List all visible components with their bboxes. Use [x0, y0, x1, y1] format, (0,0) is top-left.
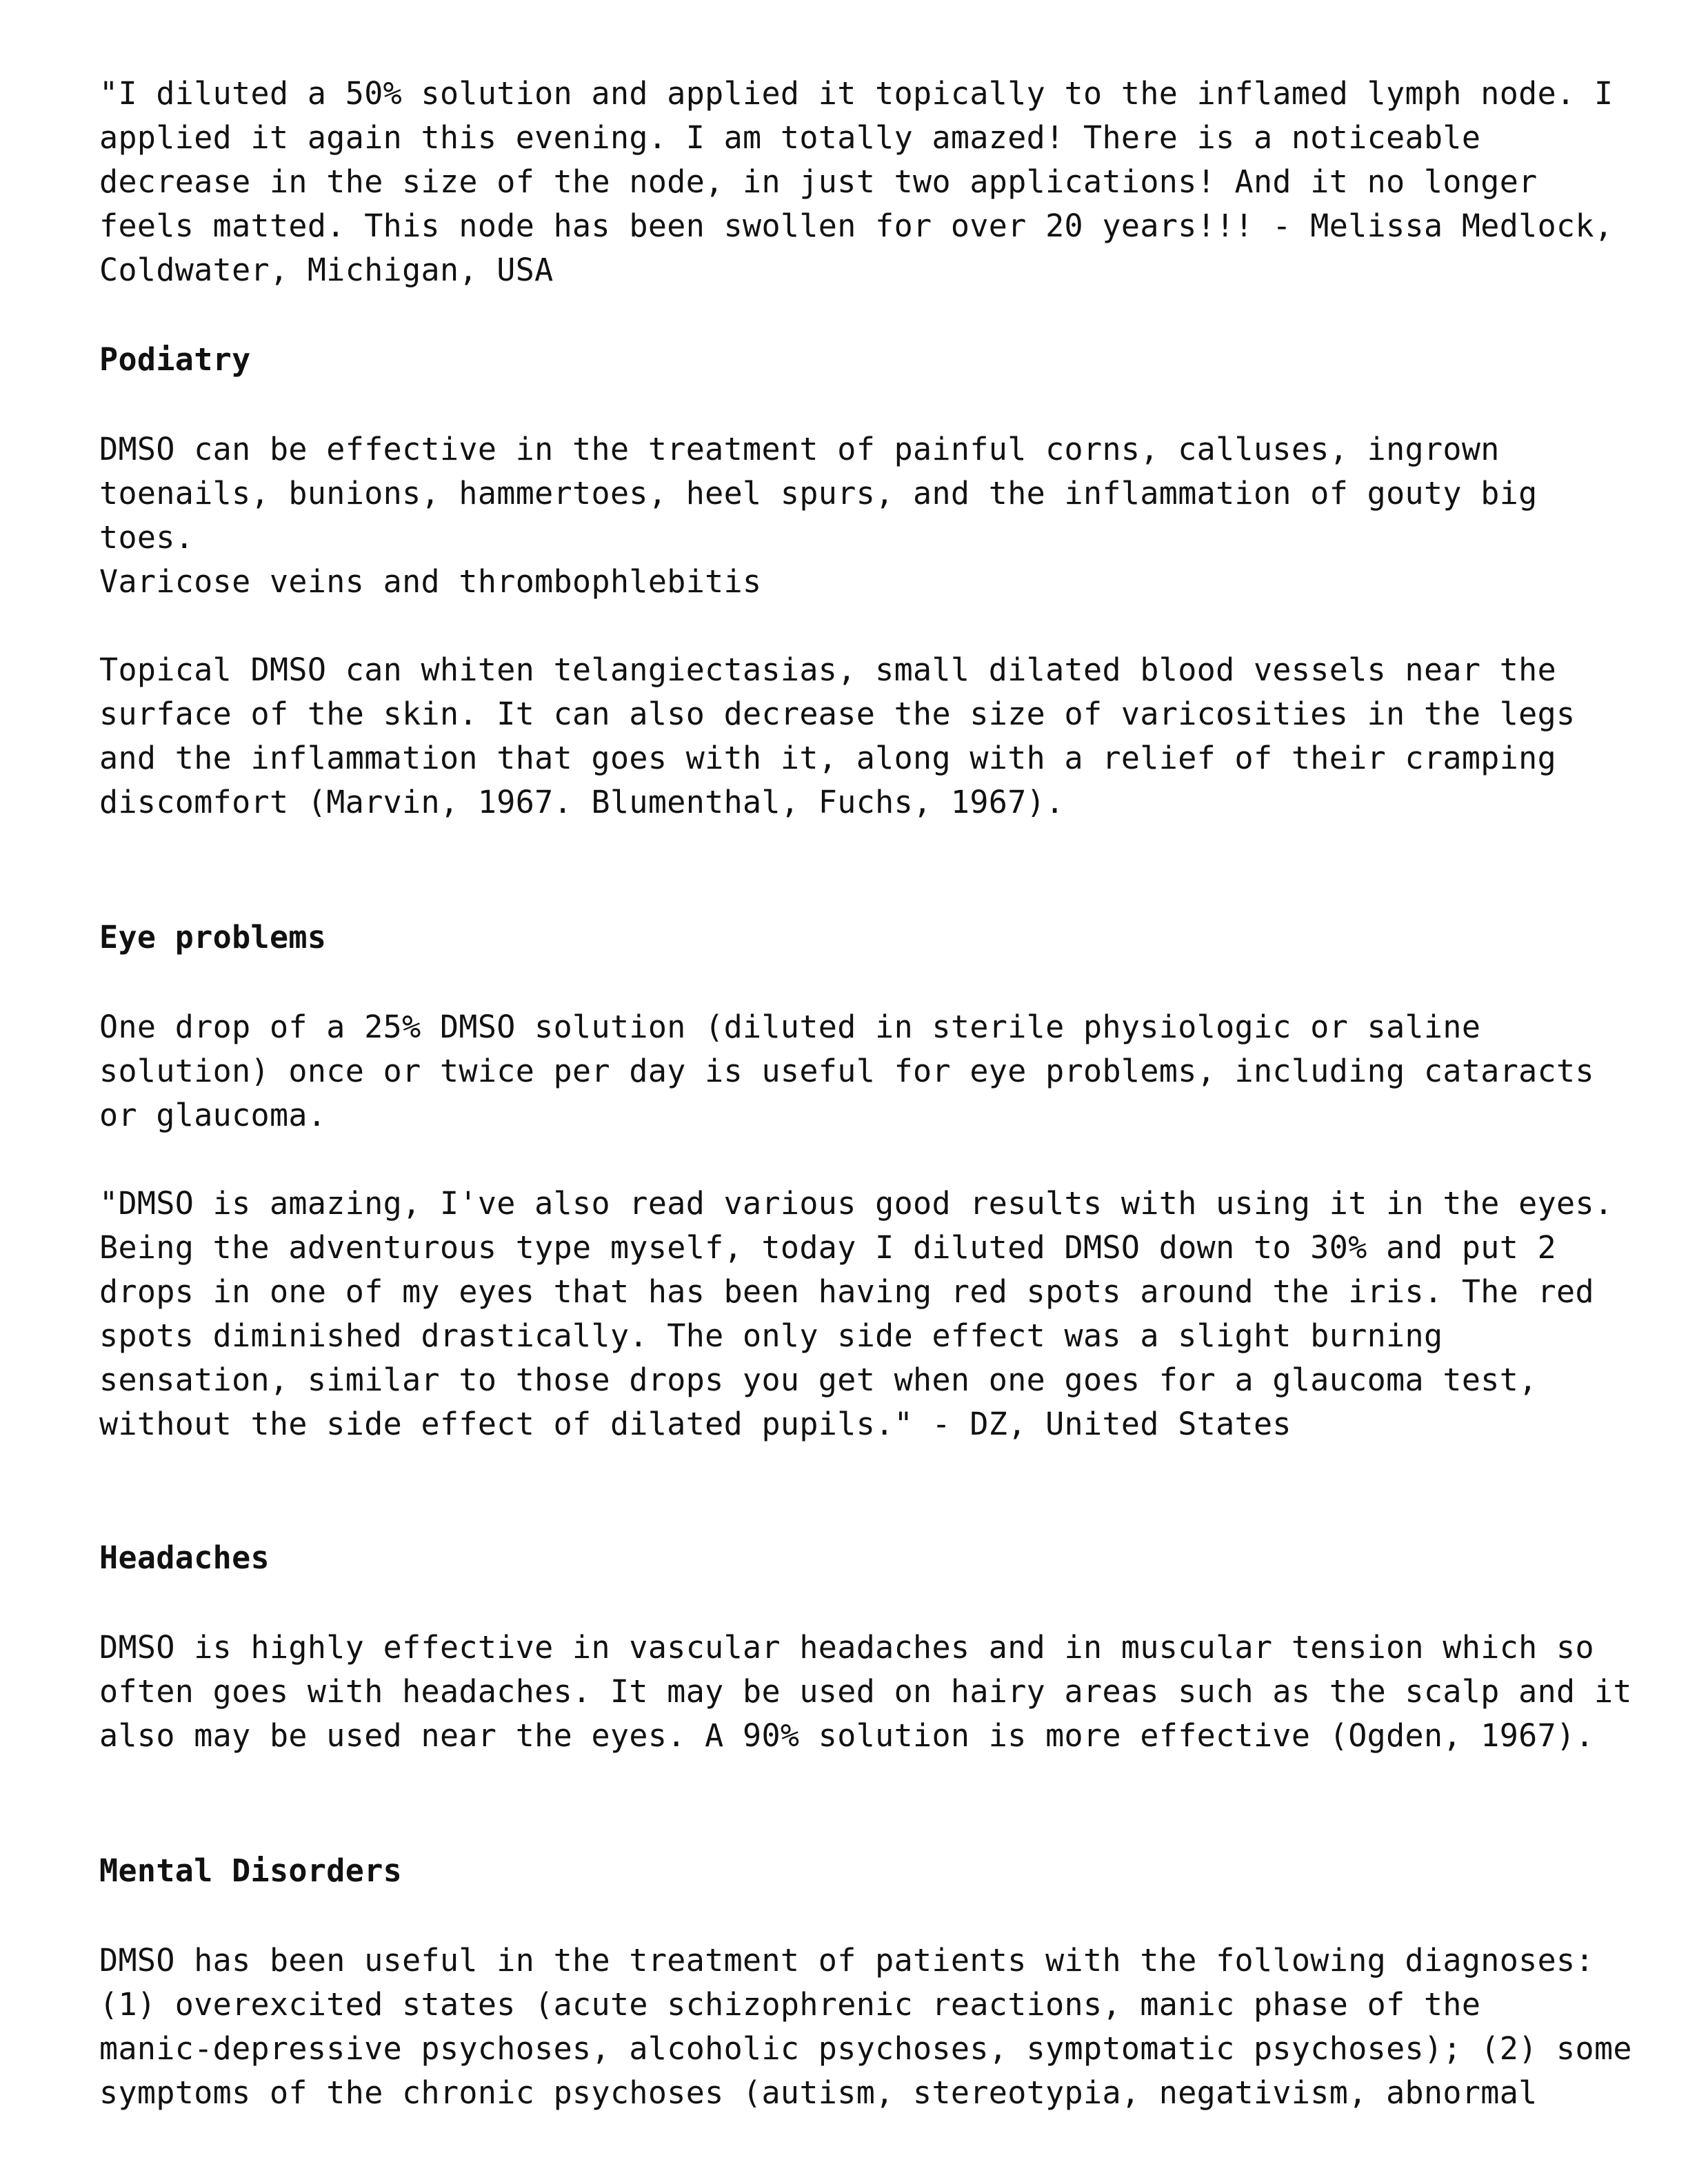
- testimonial-lymph-line-2: applied it again this evening. I am totally amazed! There is a noticeable: [99, 119, 1481, 156]
- mental-line-1: DMSO has been useful in the treatment of patients with the following diagnoses:: [99, 1942, 1594, 1979]
- testimonial-lymph-line-4: feels matted. This node has been swollen for over 20 years!!! - Melissa Medlock,: [99, 208, 1614, 244]
- mental-line-3: manic-depressive psychoses, alcoholic psychoses, symptomatic psychoses); (2) some: [99, 2030, 1632, 2067]
- eye-line-3: or glaucoma.: [99, 1097, 327, 1133]
- varicose-line-3: and the inflammation that goes with it, along with a relief of their cramping: [99, 740, 1557, 776]
- podiatry-line-2: toenails, bunions, hammertoes, heel spurs, and the inflammation of gouty big: [99, 475, 1538, 512]
- testimonial-eye-line-3: drops in one of my eyes that has been having red spots around the iris. The red: [99, 1273, 1594, 1310]
- testimonial-eye-line-6: without the side effect of dilated pupils." - DZ, United States: [99, 1406, 1292, 1442]
- testimonial-lymph-line-3: decrease in the size of the node, in just two applications! And it no longer: [99, 163, 1538, 200]
- eye-line-1: One drop of a 25% DMSO solution (diluted in sterile physiologic or saline: [99, 1009, 1481, 1045]
- podiatry-line-3: toes.: [99, 519, 194, 556]
- heading-eye-problems: Eye problems: [99, 919, 327, 956]
- heading-podiatry: Podiatry: [99, 341, 251, 378]
- testimonial-lymph-line-5: Coldwater, Michigan, USA: [99, 252, 554, 288]
- headaches-line-3: also may be used near the eyes. A 90% solution is more effective (Ogden, 1967).: [99, 1717, 1594, 1754]
- testimonial-eye-line-4: spots diminished drastically. The only side effect was a slight burning: [99, 1317, 1443, 1354]
- testimonial-lymph-line-1: "I diluted a 50% solution and applied it topically to the inflamed lymph node. I: [99, 75, 1614, 112]
- testimonial-eye-line-2: Being the adventurous type myself, today I diluted DMSO down to 30% and put 2: [99, 1229, 1557, 1266]
- mental-line-4: symptoms of the chronic psychoses (autism, stereotypia, negativism, abnormal: [99, 2074, 1538, 2111]
- varicose-line-4: discomfort (Marvin, 1967. Blumenthal, Fuchs, 1967).: [99, 784, 1065, 820]
- headaches-line-1: DMSO is highly effective in vascular headaches and in muscular tension which so: [99, 1629, 1594, 1666]
- heading-headaches: Headaches: [99, 1539, 270, 1576]
- eye-line-2: solution) once or twice per day is useful for eye problems, including cataracts: [99, 1053, 1594, 1089]
- heading-mental-disorders: Mental Disorders: [99, 1852, 403, 1889]
- varicose-line-1: Topical DMSO can whiten telangiectasias, small dilated blood vessels near the: [99, 651, 1557, 688]
- testimonial-eye-line-1: "DMSO is amazing, I've also read various good results with using it in the eyes.: [99, 1185, 1614, 1222]
- headaches-line-2: often goes with headaches. It may be used on hairy areas such as the scalp and it: [99, 1673, 1632, 1710]
- podiatry-line-1: DMSO can be effective in the treatment of painful corns, calluses, ingrown: [99, 431, 1500, 467]
- varicose-subheading-line: Varicose veins and thrombophlebitis: [99, 563, 762, 600]
- mental-line-2: (1) overexcited states (acute schizophrenic reactions, manic phase of the: [99, 1986, 1481, 2023]
- testimonial-eye-line-5: sensation, similar to those drops you get when one goes for a glaucoma test,: [99, 1362, 1538, 1398]
- varicose-line-2: surface of the skin. It can also decrease the size of varicosities in the legs: [99, 696, 1576, 732]
